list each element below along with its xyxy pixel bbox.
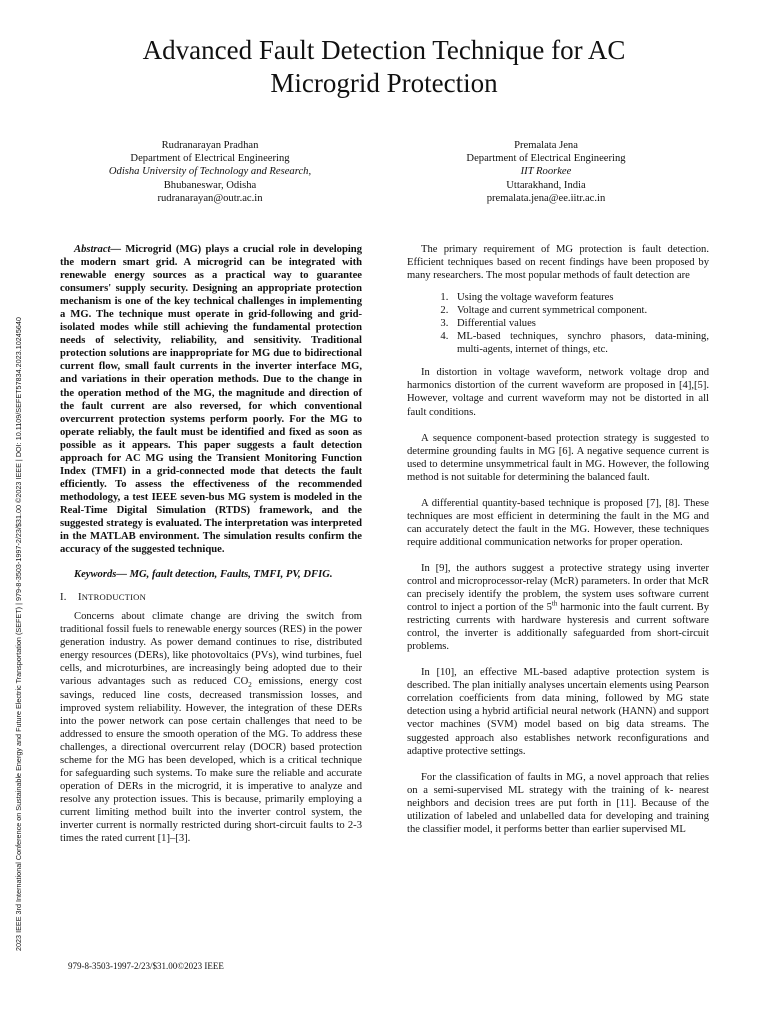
- abstract-body: Microgrid (MG) plays a crucial role in developing the modern smart grid. A microgrid can be integrated with renewable energy sources as a practical way to guarantee consumers' supply security. Designing an appropriate protection mechanism is one of the key technical challenges in implementing a MG. The technique must operate in grid-following and grid-isolated modes while still achieving the fundamental protection needs of selectivity, reliability, and sensitivity. Traditional protection solutions are inappropriate for MG due to bidirectional current flow, small fault currents in the inverter interface MG, and variations in their operation methods. Due to the change in the operation method of the MG, the magnitude and direction of the fault current are also reversed, for which conventional overcurrent protection systems perform poorly. For the MG to operate reliably, the fault must be identified and fixed as soon as possible as it appears. This paper suggests a fault detection approach for AC MG using the Transient Monitoring Function Index (TMFI) in a grid-connected mode that detects the fault efficiently. To assess the effectiveness of the recommended methodology, a test IEEE seven-bus MG system is modeled in the Real-Time Digital Simulation (RTDS) framework, and the suggested strategy is evaluated. The interpretation was interpreted in the MATLAB environment. The simulation results confirm the accuracy of the suggested technique.: [60, 244, 362, 556]
- author-name: Rudranarayan Pradhan: [161, 140, 259, 151]
- abstract: [60, 243, 362, 556]
- right-paragraph-6: In [10], an effective ML-based adaptive protection system is described. The plan initially analyses uncertain elements using Pearson correlation coefficients from data mining, followed by MG state detection using a hybrid artificial neural network (HANN) and support vector machines (SVM) model based on big data streams. The suggested approach also establishes network reconfigurations and adaptive protective settings.: [407, 667, 709, 757]
- title-line-2: Microgrid Protection: [270, 68, 498, 98]
- author-dept: Department of Electrical Engineering: [466, 153, 626, 165]
- right-column: [407, 243, 709, 836]
- list-item: 2. Voltage and current symmetrical component.: [451, 304, 709, 317]
- author-block-2: [396, 139, 696, 205]
- author-email: rudranarayan@outr.ac.in: [157, 192, 263, 204]
- author-dept: Department of Electrical Engineering: [130, 153, 290, 165]
- author-city: Uttarakhand, India: [506, 179, 586, 191]
- ieee-sidebar-text: 2023 IEEE 3rd International Conference on Sustainable Energy and Future Electric Transportation (SEFET) | 979-8-3503-1997-2/23/$31.00 ©2023 IEEE | DOI: 10.1109/SEFET57834.2023.10245640: [14, 317, 23, 951]
- right-paragraph-2: In distortion in voltage waveform, network voltage drop and harmonics distortion of the current waveform are proposed in [4],[5]. However, voltage and current waveform may not be distorted in all fault conditions.: [407, 367, 709, 418]
- right-paragraph-3: A sequence component-based protection strategy is suggested to determine grounding faults in MG [6]. A negative sequence current is used to determine unsymmetrical fault in MG. However, the following method is not suitable for determining the balanced fault.: [407, 432, 709, 483]
- right-p5-text-a: In [9], the authors suggest a protective strategy using inverter control and microprocessor-relay (McR) parameters. In order that McR can precisely identify the problem, the system uses software current control to inject a portion of the 5: [407, 562, 709, 614]
- list-item: 1. Using the voltage waveform features: [451, 291, 709, 304]
- harmonic-superscript: th: [551, 599, 558, 608]
- keywords: Keywords— MG, fault detection, Faults, TMFI, PV, DFIG.: [74, 569, 333, 581]
- section-heading-introduction: [60, 591, 362, 604]
- author-block-1: [60, 139, 360, 205]
- title-line-1: Advanced Fault Detection Technique for AC: [142, 35, 626, 65]
- list-item: 3. Differential values: [451, 317, 709, 330]
- page-footer: 979-8-3503-1997-2/23/$31.00©2023 IEEE: [68, 961, 224, 971]
- section-number: I.: [60, 592, 67, 604]
- right-paragraph-7: For the classification of faults in MG, a novel approach that relies on a semi-supervised ML strategy with the training of k- nearest neighbors and decision trees are put forth in [11]. Because of the utilization of labeled and unlabelled data for developing and training the classifier model, it performs better than earlier supervised ML: [407, 771, 709, 835]
- author-institution: IIT Roorkee: [520, 166, 572, 178]
- intro-text-a: Concerns about climate change are driving the switch from traditional fossil fuels to renewable energy sources (RES) in the power generation industry. As power demand continues to rise, distributed energy resources (DERs), like photovoltaics (PVs), wind turbines, fuel cells, and microturbines, are increasingly being adopted due to their various advantages such as reduced CO: [60, 611, 362, 688]
- right-p5-text-b: harmonic into the fault current. By restricting currents with hardware hysteresis and current software control, the inverter is additionally safeguarded from short-circuit problems.: [407, 602, 709, 653]
- author-institution: Odisha University of Technology and Research,: [108, 166, 312, 178]
- author-email: premalata.jena@ee.iitr.ac.in: [486, 192, 606, 204]
- author-name: Premalata Jena: [514, 140, 578, 151]
- abstract-lead: Abstract—: [74, 244, 122, 255]
- co2-subscript: 2: [248, 681, 252, 690]
- right-paragraph-5: [407, 562, 709, 653]
- section-title-rest: NTRODUCTION: [81, 592, 146, 603]
- intro-text-b: emissions, energy cost savings, reduced line costs, decreased transmission losses, and improved system reliability. However, the integration of these DERs into the power network can pose certain challenges that need to be addressed to ensure the smooth operation of the MG. To address these challenges, a directional overcurrent relay (DOCR) based protection scheme for the MG has been developed, which is a critical technique for safeguarding such systems. To make sure the reliable and accurate operation of DERs in the microgrid, it is imperative to analyze and resolve any protection issues. This is because, primarily employing a current limiting method built into the inverter control system, the inverter current is normally restricted during short-circuit faults to 2-3 times the rated current [1]–[3].: [60, 676, 362, 845]
- section-title-first: I: [78, 592, 82, 604]
- author-city: Bhubaneswar, Odisha: [163, 179, 257, 191]
- list-item: 4. ML-based techniques, synchro phasors, data-mining, multi-agents, internet of things, etc.: [451, 330, 709, 356]
- paper-title: [60, 34, 708, 100]
- fault-detection-methods-list: [407, 291, 709, 356]
- right-paragraph-4: A differential quantity-based technique is proposed [7], [8]. These techniques are most efficient in determining the fault in the MG and can accurately detect the fault in the MG. However, these techniques require additional communication networks for proper operation.: [407, 497, 709, 548]
- right-paragraph-1: The primary requirement of MG protection is fault detection. Efficient techniques based on recent findings have been proposed by many researchers. The most popular methods of fault detection are: [407, 244, 709, 282]
- intro-paragraph-1: [60, 610, 362, 845]
- ieee-sidebar: [14, 180, 26, 960]
- left-column: [60, 243, 362, 845]
